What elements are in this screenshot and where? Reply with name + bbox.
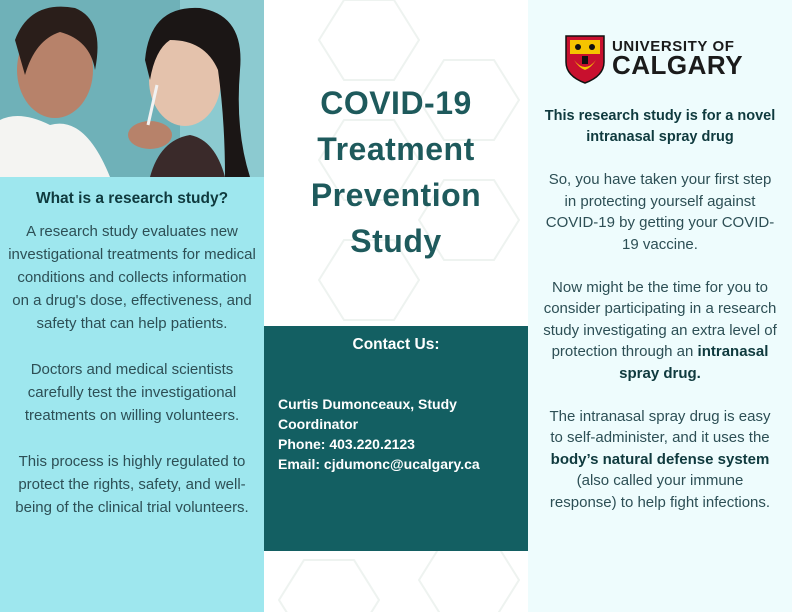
right-paragraph-2-text: Now might be the time for you to consider participating in a research study investigating an extra level of protection through an — [543, 278, 777, 360]
right-paragraph-2-bold: intranasal spray drug. — [619, 343, 769, 382]
logo-text-bottom: CALGARY — [612, 50, 744, 80]
title-line: Study — [350, 223, 442, 259]
right-paragraph-3-bold: body’s natural defense system — [550, 450, 770, 468]
page-title — [264, 80, 528, 264]
contact-box — [264, 326, 528, 551]
right-paragraph-1: So, you have taken your first step in protecting yourself against COVID-19 by getting your COVID-19 vaccine. — [545, 171, 775, 253]
left-paragraph-3: This process is highly regulated to protect the rights, safety, and well-being of the clinical trial volunteers. — [15, 453, 249, 516]
right-panel — [528, 0, 792, 612]
left-panel — [0, 0, 264, 612]
header-photo — [0, 0, 264, 177]
title-line: Prevention — [310, 177, 482, 213]
right-paragraph-3 — [542, 406, 778, 514]
left-paragraph-1: A research study evaluates new investigational treatments for medical conditions and collects information on a drug's dose, effectiveness, and safety that can help patients. — [8, 223, 256, 332]
right-paragraph-2 — [542, 277, 778, 385]
title-line: Treatment — [317, 131, 475, 167]
middle-panel — [264, 0, 528, 612]
photo-illustration — [0, 0, 264, 177]
right-paragraph-3-text: The intranasal spray drug is easy to self-administer, and it uses the — [549, 407, 771, 446]
contact-name-line: Curtis Dumonceaux, Study — [278, 396, 457, 412]
contact-phone: Phone: 403.220.2123 — [278, 436, 415, 452]
right-heading: This research study is for a novel intranasal spray drug — [544, 108, 776, 145]
left-heading: What is a research study? — [35, 190, 229, 207]
left-paragraph-2: Doctors and medical scientists carefully test the investigational treatments on willing volunteers. — [24, 361, 240, 424]
contact-role-line: Coordinator — [278, 416, 359, 432]
contact-email: Email: cjdumonc@ucalgary.ca — [278, 456, 480, 472]
university-logo — [564, 34, 764, 88]
logo-text-top: UNIVERSITY OF — [612, 38, 735, 55]
contact-heading: Contact Us: — [352, 336, 440, 353]
title-line: COVID-19 — [320, 85, 472, 121]
crest-icon — [564, 34, 606, 84]
right-paragraph-3-text-end: (also called your immune response) to help fight infections. — [549, 472, 771, 511]
